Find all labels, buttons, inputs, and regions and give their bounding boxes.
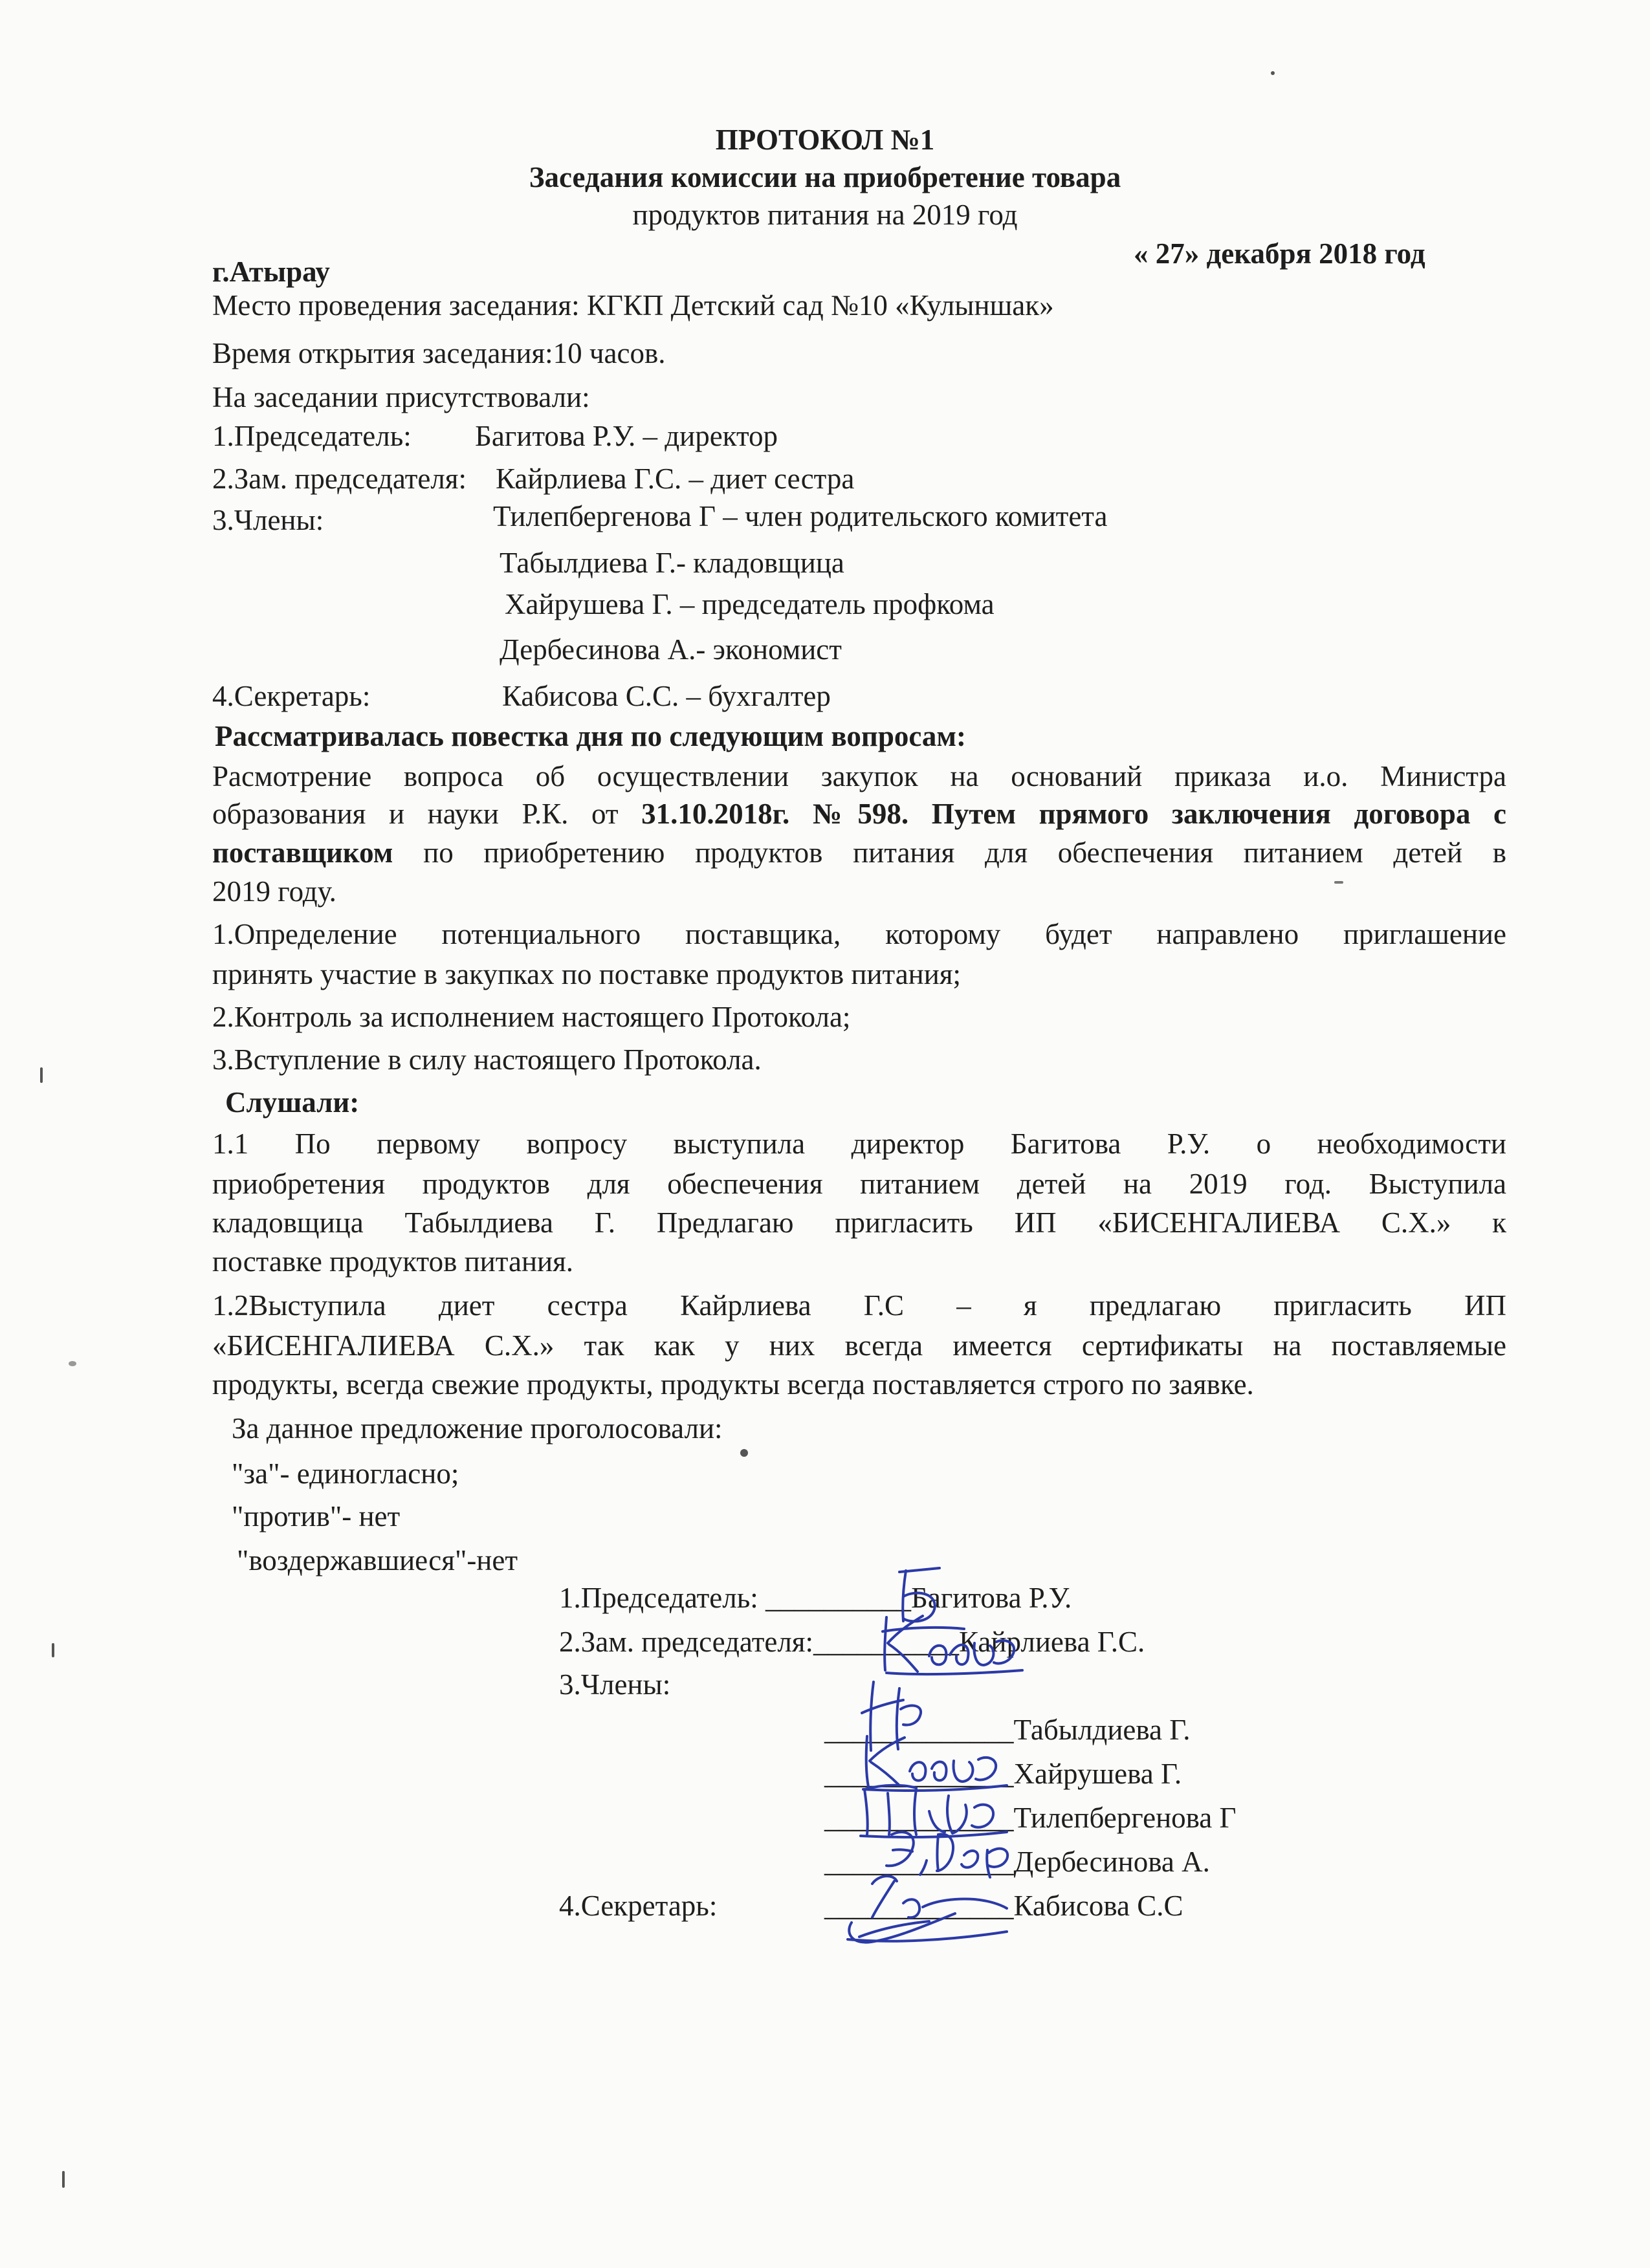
document-title: ПРОТОКОЛ №1 <box>715 124 935 156</box>
scan-speck <box>62 2171 65 2188</box>
scan-speck <box>52 1643 54 1657</box>
member-4: Дербесинова А.- экономист <box>500 633 842 666</box>
sign-vice-row: 2.Зам. председателя:__________Кайрлиева Г.С. <box>559 1626 1145 1658</box>
scan-speck <box>740 1449 748 1457</box>
agenda-paragraph-line-3: поставщиком по приобретению продуктов питания для обеспечения питанием детей в <box>212 836 1506 869</box>
scan-speck <box>69 1361 76 1366</box>
present-label: На заседании присутствовали: <box>212 381 590 413</box>
sign-chair-row: 1.Председатель: __________Багитова Р.У. <box>559 1582 1072 1614</box>
heard-1-line-3: кладовщица Табылдиева Г. Предлагаю пригласить ИП «БИСЕНГАЛИЕВА С.Х.» к <box>212 1206 1506 1239</box>
meeting-time: Время открытия заседания:10 часов. <box>212 337 666 369</box>
chair-label: 1.Председатель: <box>212 420 412 452</box>
vote-heading: За данное предложение проголосовали: <box>232 1412 723 1445</box>
heard-2-line-3: продукты, всегда свежие продукты, продукты всегда поставляется строго по заявке. <box>212 1368 1254 1401</box>
member-3: Хайрушева Г. – председатель профкома <box>505 588 995 620</box>
agenda-heading: Рассматривалась повестка дня по следующим вопросам: <box>215 720 967 752</box>
vote-abstain: "воздержавшиеся"-нет <box>237 1544 518 1576</box>
meeting-place: Место проведения заседания: КГКП Детский сад №10 «Кулыншак» <box>212 289 1054 322</box>
sign-member-2-row: _____________Хайрушева Г. <box>824 1758 1182 1790</box>
vice-chair-label: 2.Зам. председателя: <box>212 463 467 495</box>
member-1: Тилепбергенова Г – член родительского комитета <box>493 500 1108 532</box>
secretary-label: 4.Секретарь: <box>212 680 371 712</box>
heard-2-line-1: 1.2Выступила диет сестра Кайрлиева Г.С – я предлагаю пригласить ИП <box>212 1289 1506 1322</box>
member-2: Табылдиева Г.- кладовщица <box>500 547 844 579</box>
sign-secretary-label: 4.Секретарь: <box>559 1890 718 1922</box>
sign-member-3-row: _____________Тилепбергенова Г <box>824 1802 1237 1834</box>
agenda-question-1-line-2: принять участие в закупках по поставке продуктов питания; <box>212 958 962 990</box>
document-subtitle-2: продуктов питания на 2019 год <box>632 199 1018 231</box>
agenda-paragraph-line-2: образования и науки Р.К. от 31.10.2018г. №598. Путем прямого заключения договора с <box>212 798 1507 830</box>
chair-member: Багитова Р.У. – директор <box>475 420 778 452</box>
document-city: г.Атырау <box>212 256 330 288</box>
sign-member-1-row: _____________Табылдиева Г. <box>824 1714 1191 1746</box>
heard-1-line-4: поставке продуктов питания. <box>212 1245 574 1278</box>
sign-secretary-row: _____________Кабисова С.С <box>824 1890 1183 1922</box>
agenda-question-2: 2.Контроль за исполнением настоящего Протокола; <box>212 1001 851 1033</box>
vice-chair-signature <box>867 1603 1042 1681</box>
heard-heading: Слушали: <box>225 1086 360 1118</box>
sign-member-4-row: _____________Дербесинова А. <box>824 1846 1210 1878</box>
scan-speck <box>1271 71 1275 75</box>
heard-1-line-1: 1.1 По первому вопросу выступила директор Багитова Р.У. о необходимости <box>212 1128 1506 1160</box>
heard-2-line-2: «БИСЕНГАЛИЕВА С.Х.» так как у них всегда имеется сертификаты на поставляемые <box>212 1329 1506 1362</box>
scan-speck <box>40 1067 43 1083</box>
secretary-member: Кабисова С.С. – бухгалтер <box>502 680 831 712</box>
sign-members-label: 3.Члены: <box>559 1668 671 1701</box>
agenda-paragraph-line-1: Расмотрение вопроса об осуществлении закупок на оснований приказа и.о. Министра <box>212 760 1506 792</box>
members-label: 3.Члены: <box>212 504 324 536</box>
scan-speck <box>1334 881 1343 884</box>
vote-for: "за"- единогласно; <box>232 1457 459 1490</box>
heard-1-line-2: приобретения продуктов для обеспечения питанием детей на 2019 год. Выступила <box>212 1168 1506 1200</box>
document-subtitle: Заседания комиссии на приобретение товара <box>529 161 1121 193</box>
agenda-question-1-line-1: 1.Определение потенциального поставщика, которому будет направлено приглашение <box>212 918 1506 950</box>
vice-chair-member: Кайрлиева Г.С. – диет сестра <box>496 463 855 495</box>
agenda-question-3: 3.Вступление в силу настоящего Протокола. <box>212 1043 762 1076</box>
document-date: « 27» декабря 2018 год <box>1134 237 1425 270</box>
secretary-signature <box>826 1862 1020 1952</box>
agenda-paragraph-line-4: 2019 году. <box>212 875 336 908</box>
vote-against: "против"- нет <box>232 1500 401 1532</box>
